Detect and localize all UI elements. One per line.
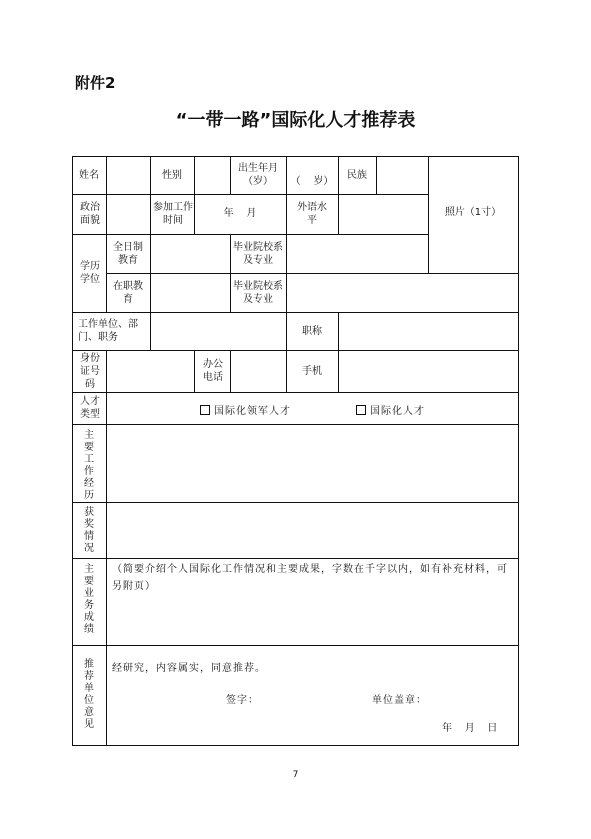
mobile-field[interactable] [339,351,518,392]
mobile-label: 手机 [302,366,322,377]
photo-slot[interactable]: 照片（1寸） [444,207,502,218]
seal-label: 单位盖章： [372,695,427,706]
option-talent[interactable] [356,402,425,417]
signature-label: 签字： [226,695,259,706]
recommendation-label: 推荐单位意见 [84,659,94,730]
fulltime-school-label: 毕业院校系及专业 [233,242,283,266]
id-number-label: 身份证号码 [80,353,100,390]
office-phone-field[interactable] [231,351,286,392]
birth-age-label: （岁） [243,176,273,187]
checkbox-icon[interactable] [200,405,210,415]
recommendation-text: 经研究，内容属实，同意推荐。 [112,663,266,674]
inservice-label: 在职教育 [113,281,143,305]
language-label: 外语水平 [297,202,327,226]
gender-label: 性别 [162,170,182,181]
work-start-field[interactable]: 年 月 [223,208,257,219]
office-phone-label: 办公电话 [203,359,223,383]
awards-label: 获奖情况 [84,507,94,554]
achievements-note: （简要介绍个人国际化工作情况和主要成果，字数在千字以内，如有补充材料，可另附页） [112,564,508,592]
option-leader[interactable] [200,402,291,417]
ethnicity-field[interactable] [377,157,428,194]
work-history-field[interactable] [107,425,518,502]
title-rank-label: 职称 [302,326,322,337]
fulltime-degree-field[interactable] [151,235,230,273]
option-talent-label: 国际化人才 [370,406,425,417]
work-start-label: 参加工作时间 [153,202,193,226]
inservice-degree-field[interactable] [151,274,230,312]
name-field[interactable] [107,157,150,194]
name-label: 姓名 [79,170,99,181]
political-status-label: 政治面貌 [80,202,100,226]
language-field[interactable] [339,195,428,234]
gender-field[interactable] [195,157,230,194]
birth-field[interactable]: （ 岁） [290,176,334,187]
inservice-school-label: 毕业院校系及专业 [233,281,283,305]
employer-label: 工作单位、部门、职务 [78,319,138,343]
work-history-label: 主要工作经历 [84,430,94,501]
education-label: 学历学位 [80,261,100,285]
talent-type-label: 人才类型 [80,396,100,420]
achievements-field[interactable] [107,596,518,645]
achievements-label: 主要业务成绩 [84,564,94,635]
ethnicity-label: 民族 [347,170,367,181]
checkbox-icon[interactable] [356,405,366,415]
title-rank-field[interactable] [339,313,518,350]
fulltime-school-field[interactable] [287,235,428,273]
option-leader-label: 国际化领军人才 [214,406,291,417]
form-title: “一带一路”国际化人才推荐表 [175,110,416,131]
fulltime-label: 全日制教育 [113,242,143,266]
attachment-label: 附件2 [75,74,116,92]
awards-field[interactable] [107,503,518,558]
page-number: 7 [292,770,299,780]
birth-label: 出生年月 [238,163,278,174]
employer-field[interactable] [151,313,286,350]
political-status-field[interactable] [107,195,150,234]
date-field[interactable]: 年 月 日 [442,723,498,734]
id-number-field[interactable] [107,351,194,392]
inservice-school-field[interactable] [287,274,518,312]
